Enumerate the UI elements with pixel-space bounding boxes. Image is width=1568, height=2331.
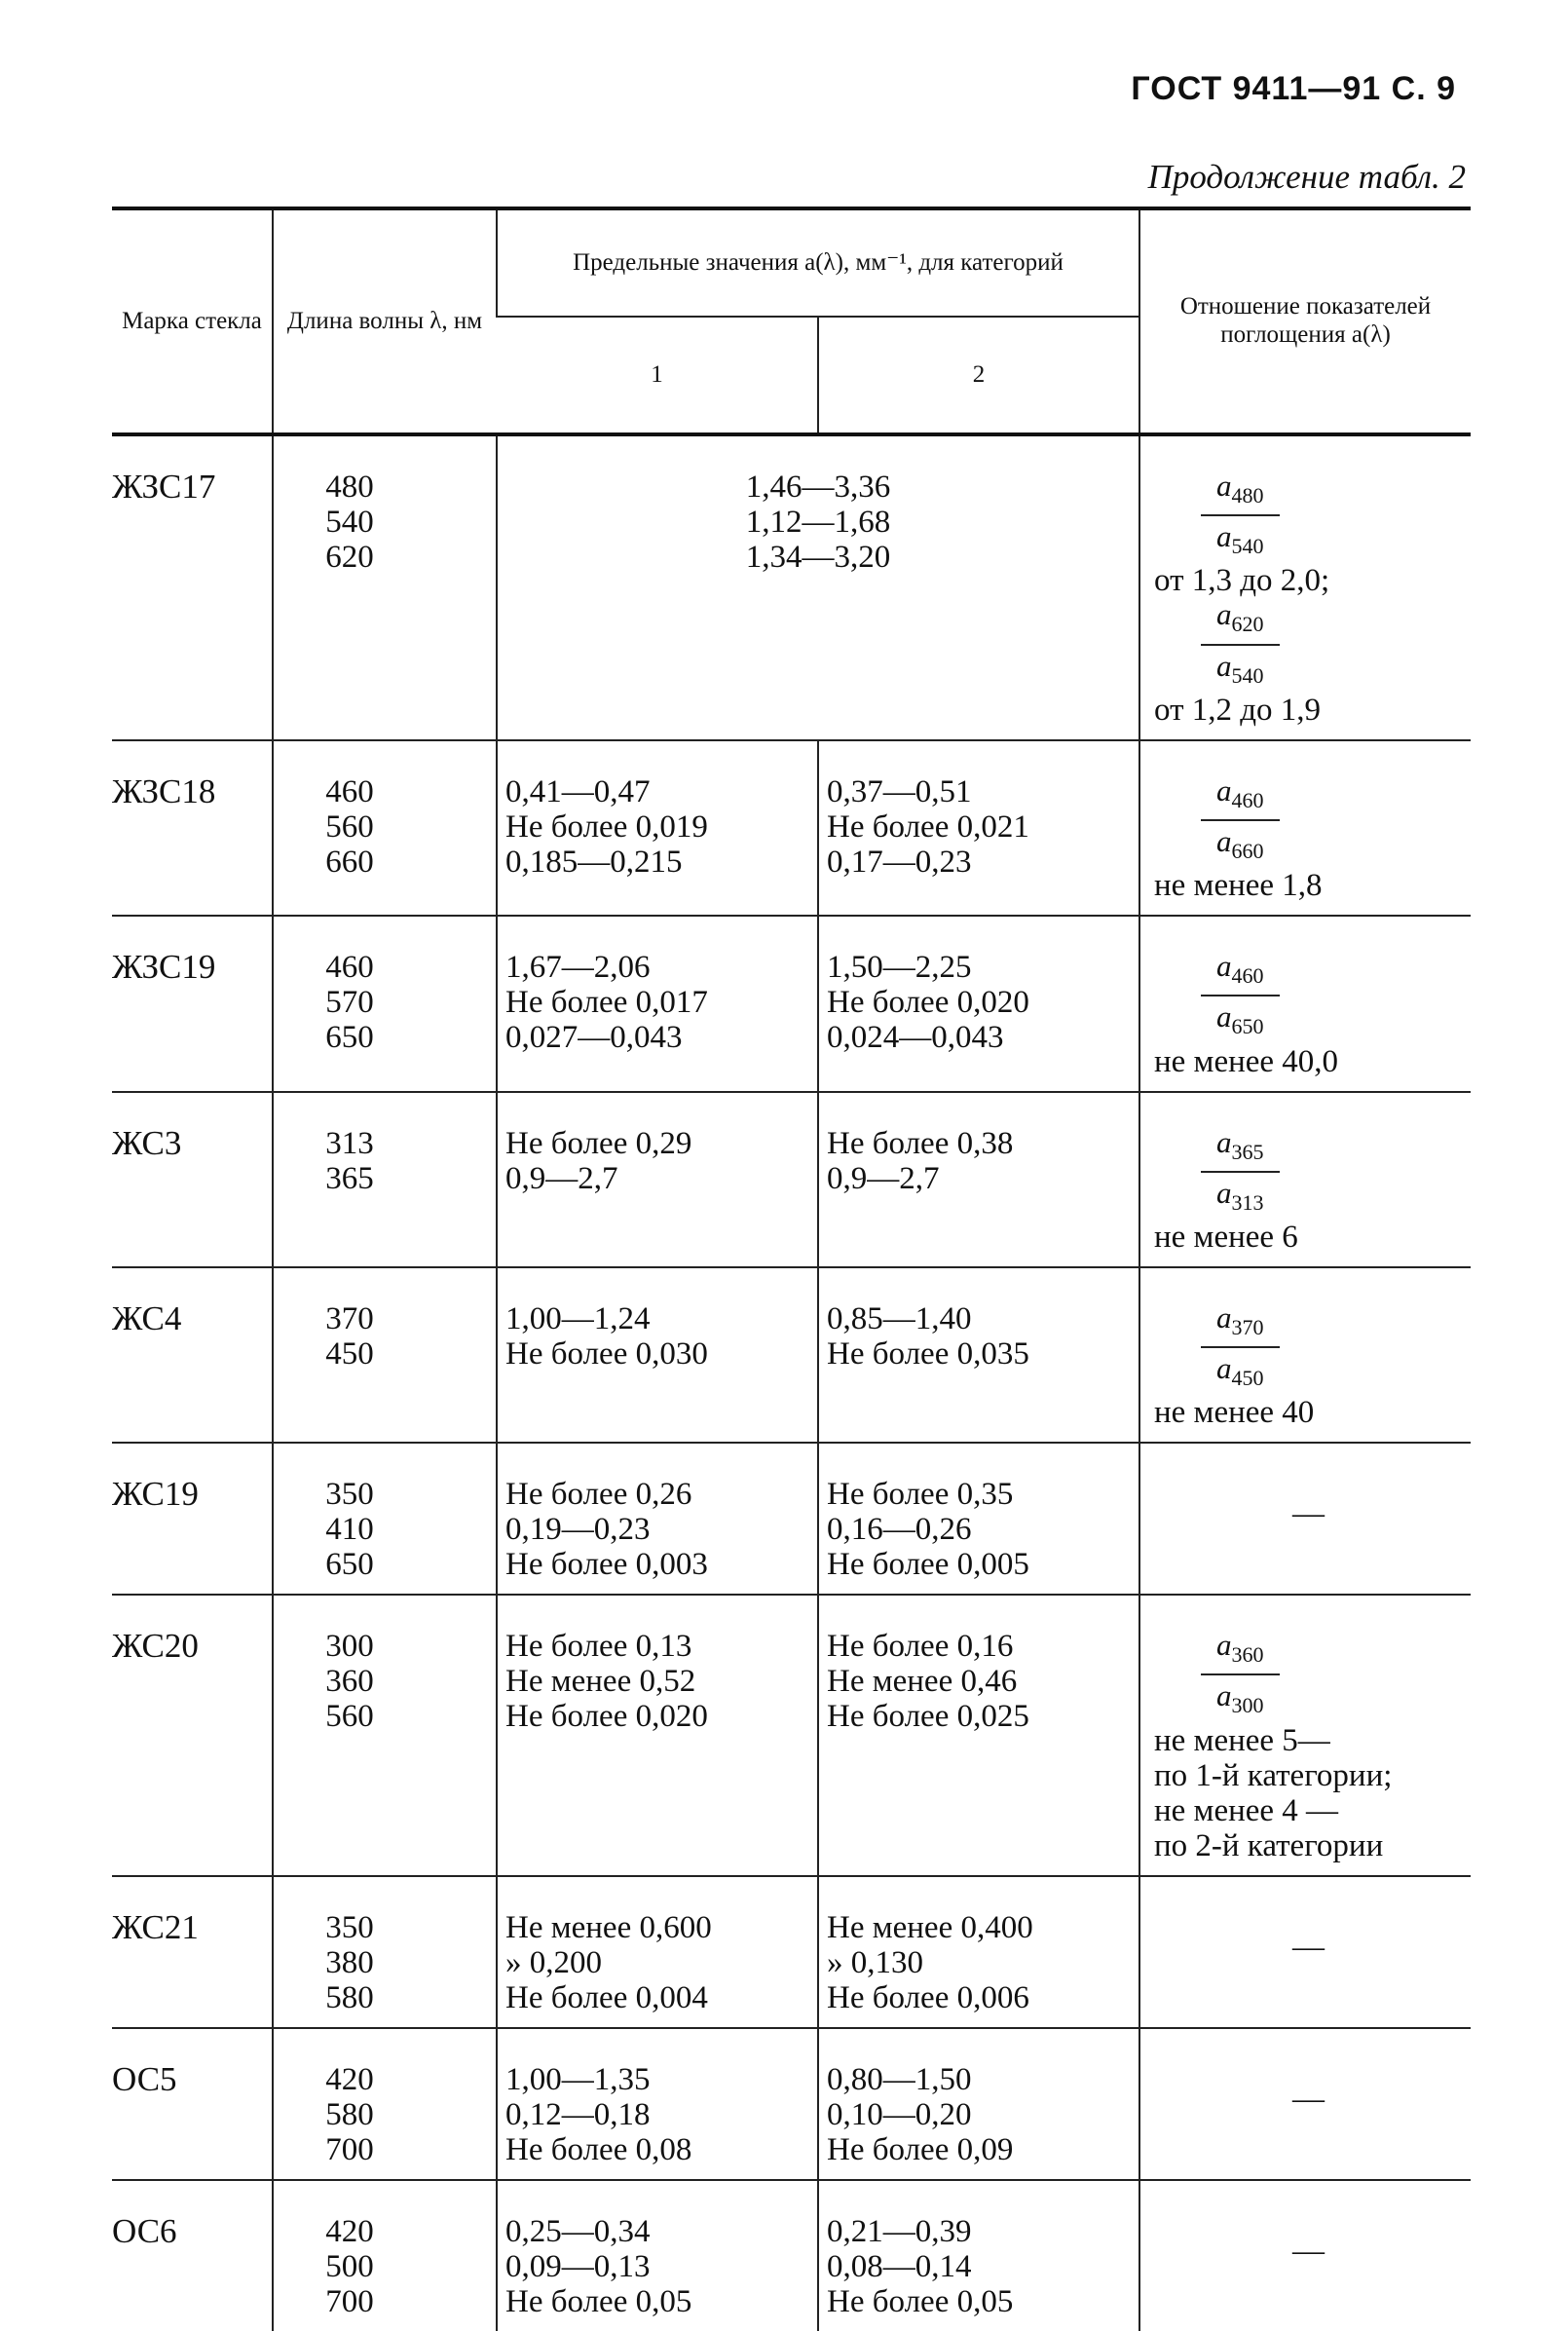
limit-value: 0,024—0,043 [827, 1020, 1004, 1056]
limit-value: Не более 0,38 [827, 1125, 1014, 1161]
header-limits: Предельные значения a(λ), мм⁻¹, для категорий [497, 208, 1139, 317]
limit-value: 0,9—2,7 [505, 1160, 618, 1196]
limit-value: 0,17—0,23 [827, 844, 972, 880]
limit-value: Не более 0,26 [505, 1477, 692, 1513]
absorption-symbol: a [1216, 1124, 1232, 1159]
ratio-note: от 1,2 до 1,9 [1154, 692, 1322, 728]
absorption-symbol: a [1216, 597, 1232, 632]
limits-combined-cell [497, 434, 1139, 740]
wavelength-subscript: 460 [1231, 963, 1264, 989]
wavelength-subscript: 365 [1231, 1139, 1264, 1164]
ratio-numerator [1201, 1126, 1280, 1173]
limit-value: 0,9—2,7 [827, 1160, 940, 1196]
glass-brand-cell: ЖЗС19 [112, 916, 273, 1091]
wavelength-value: 380 [325, 1944, 374, 1980]
ratio-cell [1139, 916, 1471, 1091]
category-2-cell [818, 1443, 1139, 1595]
wavelength-subscript: 660 [1231, 839, 1264, 864]
wavelength-cell [273, 434, 497, 740]
category-2-cell [818, 1876, 1139, 2028]
limit-value: Не более 0,005 [827, 1547, 1029, 1583]
absorption-symbol: a [1216, 519, 1232, 554]
page-header: ГОСТ 9411—91 С. 9 [1131, 70, 1456, 107]
category-1-cell [497, 1092, 818, 1267]
wavelength-value: 460 [325, 773, 374, 809]
glass-brand-cell: ЖС3 [112, 1092, 273, 1267]
table-row [112, 1876, 1471, 2028]
ratio-denominator [1201, 1173, 1280, 1220]
wavelength-cell [273, 1876, 497, 2028]
ratio-denominator [1201, 821, 1280, 868]
glass-brand-cell: ЖЗС17 [112, 434, 273, 740]
limit-value: Не более 0,08 [505, 2131, 692, 2167]
header-category-2: 2 [818, 317, 1139, 434]
limit-value: 0,16—0,26 [827, 1512, 972, 1548]
wavelength-value: 350 [325, 1909, 374, 1945]
wavelength-value: 313 [325, 1125, 374, 1161]
limit-value: 0,41—0,47 [505, 773, 651, 809]
wavelength-value: 540 [325, 505, 374, 540]
wavelength-value: 650 [325, 1547, 374, 1583]
limit-value: Не более 0,025 [827, 1699, 1029, 1735]
wavelength-value: 420 [325, 2061, 374, 2097]
limit-value: 0,25—0,34 [505, 2213, 651, 2249]
category-1-cell [497, 2180, 818, 2331]
wavelength-value: 620 [325, 540, 374, 575]
table-header [112, 208, 1471, 434]
category-2-cell [818, 1267, 1139, 1443]
limit-value: 0,08—0,14 [827, 2248, 972, 2284]
ratio-numerator [1201, 774, 1280, 821]
limit-value: Не более 0,35 [827, 1477, 1014, 1513]
absorption-symbol: a [1216, 1678, 1232, 1713]
category-2-cell [818, 740, 1139, 916]
wavelength-value: 350 [325, 1477, 374, 1513]
category-1-cell [497, 2028, 818, 2180]
limit-value: Не более 0,13 [505, 1629, 692, 1665]
limit-value: 0,80—1,50 [827, 2061, 972, 2097]
glass-absorption-table [112, 207, 1471, 2331]
limit-value: 0,09—0,13 [505, 2248, 651, 2284]
ratio-cell [1139, 1267, 1471, 1443]
table-row [112, 740, 1471, 916]
header-wavelength: Длина волны λ, нм [273, 208, 497, 434]
wavelength-cell [273, 1595, 497, 1875]
limit-value: Не более 0,004 [505, 1979, 708, 2015]
limit-value: Не более 0,020 [827, 985, 1029, 1021]
ratio-note: от 1,3 до 2,0; [1154, 563, 1330, 599]
glass-brand-cell: ЖС4 [112, 1267, 273, 1443]
wavelength-cell [273, 1267, 497, 1443]
ratio-not-applicable: — [1292, 1496, 1325, 1532]
wavelength-cell [273, 1443, 497, 1595]
ratio-fraction [1201, 1126, 1280, 1220]
ratio-note: не менее 40,0 [1154, 1043, 1339, 1079]
limit-value: Не менее 0,46 [827, 1664, 1018, 1700]
header-ratio: Отношение показателей поглощения a(λ) [1139, 208, 1471, 434]
absorption-symbol: a [1216, 949, 1232, 984]
limit-value: Не более 0,16 [827, 1629, 1014, 1665]
table-row [112, 1595, 1471, 1875]
table-row [112, 1092, 1471, 1267]
ratio-note: не менее 1,8 [1154, 868, 1323, 904]
absorption-symbol: a [1216, 1299, 1232, 1335]
ratio-fraction [1201, 1301, 1280, 1395]
wavelength-value: 370 [325, 1300, 374, 1336]
limit-value: 1,34—3,20 [745, 540, 891, 575]
wavelength-value: 660 [325, 844, 374, 880]
limit-value: 0,10—0,20 [827, 2096, 972, 2132]
wavelength-value: 650 [325, 1020, 374, 1056]
limit-value: Не более 0,05 [505, 2283, 692, 2319]
limit-value: » 0,200 [505, 1944, 602, 1980]
wavelength-value: 700 [325, 2131, 374, 2167]
ratio-denominator [1201, 1675, 1280, 1722]
limit-value: Не более 0,29 [505, 1125, 692, 1161]
absorption-symbol: a [1216, 1351, 1232, 1386]
wavelength-value: 570 [325, 985, 374, 1021]
limit-value: Не более 0,09 [827, 2131, 1014, 2167]
absorption-symbol: a [1216, 648, 1232, 683]
wavelength-value: 365 [325, 1160, 374, 1196]
wavelength-value: 360 [325, 1664, 374, 1700]
limit-value: 0,85—1,40 [827, 1300, 972, 1336]
absorption-symbol: a [1216, 999, 1232, 1034]
wavelength-subscript: 460 [1231, 787, 1264, 812]
category-2-cell [818, 916, 1139, 1091]
ratio-cell [1139, 434, 1471, 740]
wavelength-value: 560 [325, 808, 374, 845]
ratio-cell [1139, 740, 1471, 916]
glass-brand-cell: ЖЗС18 [112, 740, 273, 916]
wavelength-value: 300 [325, 1629, 374, 1665]
ratio-denominator [1201, 996, 1280, 1043]
wavelength-value: 410 [325, 1512, 374, 1548]
ratio-cell [1139, 1595, 1471, 1875]
absorption-symbol: a [1216, 1628, 1232, 1663]
header-category-1: 1 [651, 360, 663, 388]
wavelength-value: 480 [325, 470, 374, 505]
table-row [112, 2180, 1471, 2331]
ratio-numerator [1201, 598, 1280, 645]
wavelength-cell [273, 2028, 497, 2180]
category-2-cell [818, 2180, 1139, 2331]
ratio-not-applicable: — [1292, 1929, 1325, 1965]
ratio-note: не менее 4 — [1154, 1792, 1339, 1828]
ratio-cell [1139, 1876, 1471, 2028]
limit-value: Не более 0,035 [827, 1335, 1029, 1372]
wavelength-subscript: 300 [1231, 1693, 1264, 1718]
ratio-numerator [1201, 1629, 1280, 1675]
ratio-fraction [1201, 950, 1280, 1043]
glass-brand-cell: ОС5 [112, 2028, 273, 2180]
category-1-cell [497, 1876, 818, 2028]
ratio-denominator [1201, 1348, 1280, 1395]
limit-value: Не более 0,019 [505, 808, 708, 845]
header-brand: Марка стекла [112, 208, 273, 434]
wavelength-value: 460 [325, 950, 374, 986]
ratio-note: не менее 6 [1154, 1219, 1298, 1255]
absorption-symbol: a [1216, 1175, 1232, 1210]
wavelength-value: 560 [325, 1699, 374, 1735]
limit-value: Не менее 0,52 [505, 1664, 696, 1700]
ratio-cell [1139, 2028, 1471, 2180]
ratio-not-applicable: — [1292, 2081, 1325, 2117]
ratio-numerator [1201, 1301, 1280, 1348]
ratio-note: по 2-й категории [1154, 1827, 1384, 1863]
absorption-symbol: a [1216, 772, 1232, 808]
wavelength-subscript: 313 [1231, 1189, 1264, 1215]
category-1-cell [497, 916, 818, 1091]
wavelength-value: 450 [325, 1335, 374, 1372]
wavelength-cell [273, 740, 497, 916]
limit-value: Не более 0,017 [505, 985, 708, 1021]
limit-value: Не более 0,003 [505, 1547, 708, 1583]
limit-value: 0,027—0,043 [505, 1020, 683, 1056]
wavelength-value: 700 [325, 2283, 374, 2319]
absorption-symbol: a [1216, 823, 1232, 858]
ratio-note: по 1-й категории; [1154, 1757, 1393, 1793]
table-body [112, 434, 1471, 2331]
category-2-cell [818, 1595, 1139, 1875]
ratio-numerator [1201, 950, 1280, 996]
category-1-cell [497, 740, 818, 916]
wavelength-value: 500 [325, 2248, 374, 2284]
limit-value: 0,12—0,18 [505, 2096, 651, 2132]
limit-value: Не более 0,030 [505, 1335, 708, 1372]
ratio-cell [1139, 1443, 1471, 1595]
glass-brand-cell: ОС6 [112, 2211, 177, 2250]
limit-value: 1,00—1,24 [505, 1300, 651, 1336]
glass-brand-cell: ЖС21 [112, 1876, 273, 2028]
limit-value: 0,185—0,215 [505, 844, 683, 880]
limit-value: 1,12—1,68 [745, 505, 891, 540]
table-row [112, 1267, 1471, 1443]
table-row [112, 434, 1471, 740]
limit-value: 0,21—0,39 [827, 2213, 972, 2249]
wavelength-cell [273, 1092, 497, 1267]
wavelength-subscript: 540 [1231, 534, 1264, 559]
ratio-denominator [1201, 646, 1280, 693]
wavelength-subscript: 370 [1231, 1315, 1264, 1340]
table-row [112, 916, 1471, 1091]
wavelength-subscript: 360 [1231, 1642, 1264, 1668]
wavelength-subscript: 450 [1231, 1366, 1264, 1391]
ratio-denominator [1201, 516, 1280, 563]
wavelength-cell [273, 2180, 497, 2331]
wavelength-subscript: 650 [1231, 1014, 1264, 1039]
wavelength-subscript: 620 [1231, 612, 1264, 637]
ratio-fraction [1201, 598, 1280, 692]
category-1-cell [497, 1595, 818, 1875]
category-2-cell [818, 2028, 1139, 2180]
wavelength-cell [273, 916, 497, 1091]
wavelength-value: 420 [325, 2213, 374, 2249]
limit-value: Не более 0,020 [505, 1699, 708, 1735]
limit-value: 1,50—2,25 [827, 950, 972, 986]
limit-value: Не более 0,05 [827, 2283, 1014, 2319]
ratio-fraction [1201, 774, 1280, 868]
category-2-cell [818, 1092, 1139, 1267]
category-1-cell [497, 1267, 818, 1443]
limit-value: » 0,130 [827, 1944, 923, 1980]
limit-value: Не менее 0,600 [505, 1909, 712, 1945]
ratio-not-applicable: — [1292, 2233, 1325, 2269]
limit-value: Не более 0,006 [827, 1979, 1029, 2015]
wavelength-subscript: 480 [1231, 483, 1264, 508]
absorption-symbol: a [1216, 469, 1232, 503]
ratio-fraction [1201, 1629, 1280, 1722]
wavelength-value: 580 [325, 1979, 374, 2015]
limit-value: Не менее 0,400 [827, 1909, 1033, 1945]
ratio-cell [1139, 2180, 1471, 2331]
limit-value: 1,46—3,36 [745, 470, 891, 505]
ratio-note: не менее 5— [1154, 1722, 1330, 1758]
glass-brand-cell: ЖС20 [112, 1595, 273, 1875]
ratio-numerator [1201, 470, 1280, 516]
ratio-fraction [1201, 470, 1280, 563]
table-row [112, 1443, 1471, 1595]
table-row [112, 2028, 1471, 2180]
table-continuation-caption: Продолжение табл. 2 [1147, 158, 1466, 196]
limit-value: Не более 0,021 [827, 808, 1029, 845]
glass-brand-cell: ЖС19 [112, 1443, 273, 1595]
wavelength-subscript: 540 [1231, 662, 1264, 688]
category-1-cell [497, 1443, 818, 1595]
limit-value: 1,00—1,35 [505, 2061, 651, 2097]
ratio-cell [1139, 1092, 1471, 1267]
wavelength-value: 580 [325, 2096, 374, 2132]
limit-value: 0,37—0,51 [827, 773, 972, 809]
limit-value: 1,67—2,06 [505, 950, 651, 986]
ratio-note: не менее 40 [1154, 1395, 1315, 1431]
limit-value: 0,19—0,23 [505, 1512, 651, 1548]
